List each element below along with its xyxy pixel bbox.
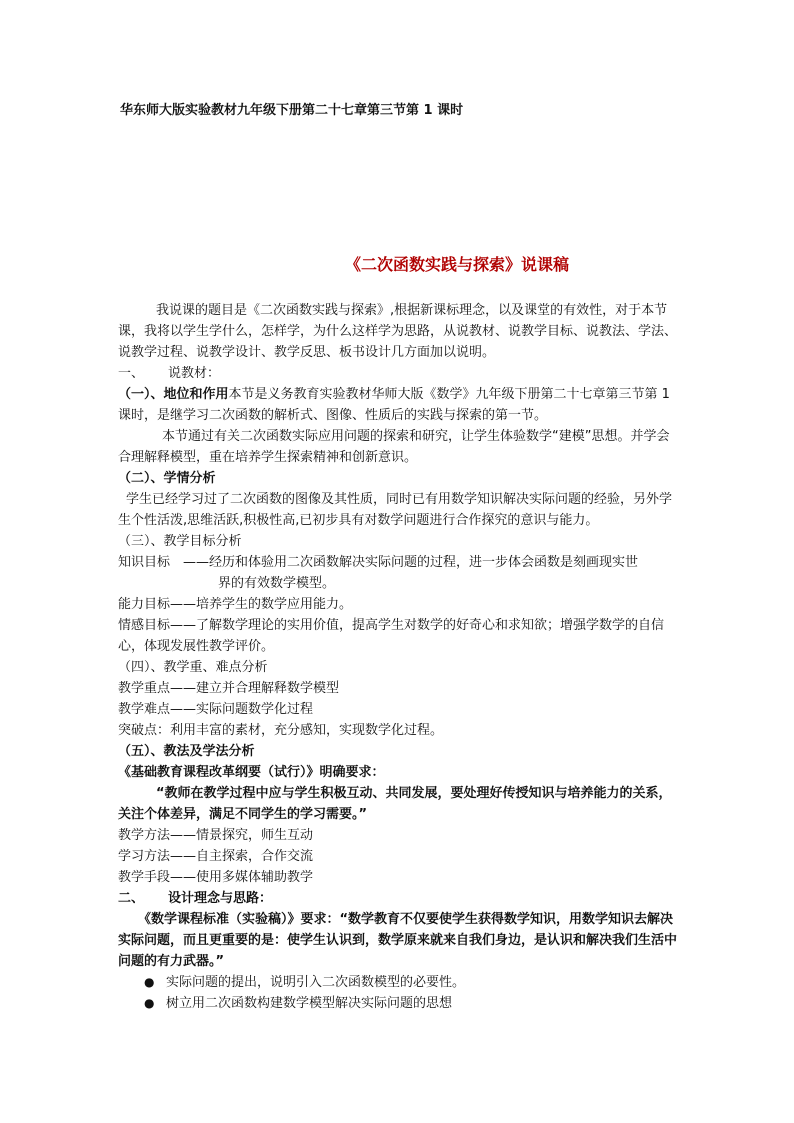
goal-ability: 能力目标——培养学生的数学应用能力。 xyxy=(118,597,353,612)
subsection-position-heading: （一）、地位和作用 xyxy=(118,387,229,402)
document-header: 华东师大版实验教材九年级下册第二十七章第三节第 1 课时 xyxy=(120,103,464,118)
section-2-label: 设计理念与思路： xyxy=(168,891,273,906)
break-point: 突破点：利用丰富的素材，充分感知，实现数学化过程。 xyxy=(118,723,444,738)
method-tools: 教学手段——使用多媒体辅助教学 xyxy=(118,870,314,885)
method-teaching: 教学方法——情景探究，师生互动 xyxy=(118,828,314,843)
subsection-position-paragraph-2: 本节通过有关二次函数实际应用问题的探索和研究，让学生体验数学“建模”思想。并学会合理解释模型，重在培养学生探索精神和创新意识。 xyxy=(118,429,670,465)
requirement-quote: “教师在教学过程中应与学生积极互动、共同发展，要处理好传授知识与培养能力的关系，关注个体差异，满足不同学生的学习需要。” xyxy=(118,786,672,822)
bullet-icon: ● xyxy=(144,975,155,989)
subsection-students-text: 学生已经学习过了二次函数的图像及其性质，同时已有用数学知识解决实际问题的经验，另外学生个性活泼,思维活跃,积极性高,已初步具有对数学问题进行合作探究的意识与能力。 xyxy=(118,492,673,528)
subsection-position xyxy=(118,384,678,426)
section-1-number: 一、 xyxy=(118,366,145,381)
requirement-heading: 《基础教育课程改革纲要（试行）》明确要求： xyxy=(118,765,385,780)
document-title: 《二次函数实践与探索》说课稿 xyxy=(344,255,569,274)
document-body xyxy=(118,300,678,1014)
section-1-heading xyxy=(118,363,678,384)
standard-quote: 《数学课程标准（实验稿）》要求：“数学教育不仅要使学生获得数学知识，用数学知识去解决实际问题，而且更重要的是：使学生认识到，数学原来就来自我们身边，是认识和解决我们生活中问题的有力武器。” xyxy=(118,912,678,969)
list-item xyxy=(118,972,678,993)
list-item xyxy=(118,993,678,1014)
subsection-goals-heading: （三）、教学目标分析 xyxy=(118,534,242,549)
list-item-text: 实际问题的提出，说明引入二次函数模型的必要性。 xyxy=(166,975,466,990)
method-learning: 学习方法——自主探索，合作交流 xyxy=(118,849,314,864)
goal-knowledge-label: 知识目标 —— xyxy=(118,555,210,570)
intro-paragraph: 我说课的题目是《二次函数实践与探索》,根据新课标理念，以及课堂的有效性，对于本节课，我将以学生学什么，怎样学，为什么这样学为思路，从说教材、说教学目标、说教法、学法、说教学过程、说教学设计、教学反思、板书设计几方面加以说明。 xyxy=(118,303,678,360)
goal-emotion: 情感目标——了解数学理论的实用价值，提高学生对数学的好奇心和求知欲；增强学数学的自信心，体现发展性教学评价。 xyxy=(118,618,665,654)
subsection-methods-heading: （五）、教法及学法分析 xyxy=(118,744,255,759)
goal-knowledge-line-2: 界的有效数学模型。 xyxy=(218,576,336,591)
goal-knowledge xyxy=(118,552,678,573)
subsection-students-heading: （二）、学情分析 xyxy=(118,471,216,486)
key-point: 教学重点——建立并合理解释数学模型 xyxy=(118,681,340,696)
subsection-position-text: 本节是义务教育实验教材华师大版《数学》九年级下册第二十七章第三节第 1 课时，是继学习二次函数的解析式、图像、性质后的实践与探索的第一节。 xyxy=(118,387,670,423)
bullet-icon: ● xyxy=(144,996,155,1010)
section-1-label: 说教材： xyxy=(168,366,221,381)
section-2-number: 二、 xyxy=(118,891,145,906)
hard-point: 教学难点——实际问题数学化过程 xyxy=(118,702,314,717)
goal-knowledge-line-1: 经历和体验用二次函数解决实际问题的过程，进一步体会函数是刻画现实世 xyxy=(209,555,639,570)
subsection-key-points-heading: （四）、教学重、难点分析 xyxy=(118,660,268,675)
list-item-text: 树立用二次函数构建数学模型解决实际问题的思想 xyxy=(166,996,453,1011)
section-2-heading xyxy=(118,888,678,909)
